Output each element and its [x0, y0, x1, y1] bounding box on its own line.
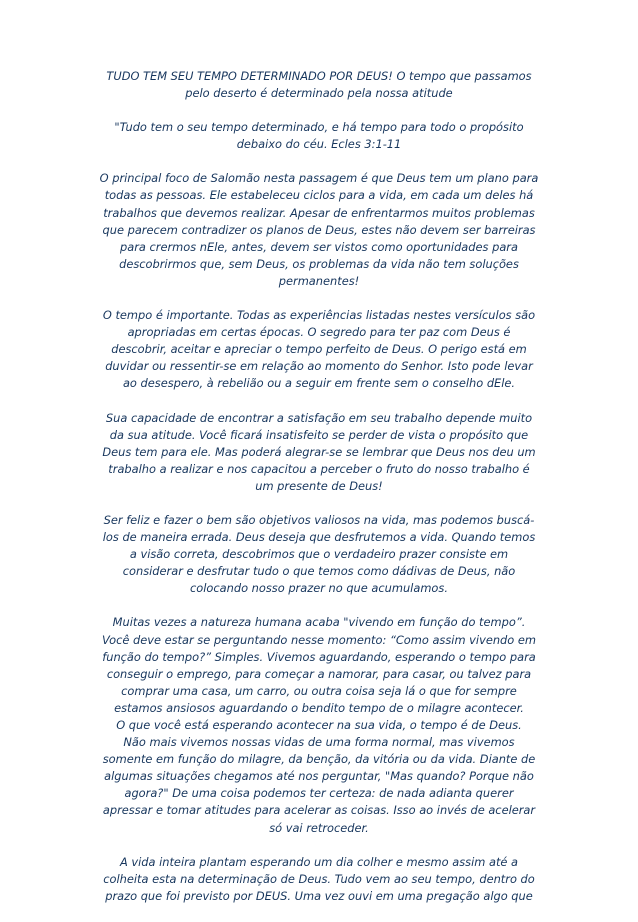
paragraph	[82, 119, 556, 153]
paragraph	[82, 68, 556, 102]
paragraph	[82, 854, 556, 905]
paragraph	[82, 614, 556, 836]
paragraph	[82, 410, 556, 495]
text-line: descobrir, aceitar e apreciar o tempo perfeito de Deus. O perigo está em	[111, 342, 527, 357]
text-line: considerar e desfrutar tudo o que temos como dádivas de Deus, não	[122, 564, 516, 579]
text-line: da sua atitude. Você ficará insatisfeito se perder de vista o propósito que	[109, 427, 529, 442]
paragraph	[82, 170, 556, 290]
text-line: apropriadas em certas épocas. O segredo para ter paz com Deus é	[127, 325, 511, 340]
text-line: conseguir o emprego, para começar a namorar, para casar, ou talvez para	[106, 666, 532, 681]
text-line: só vai retroceder.	[269, 820, 369, 835]
text-line: Sua capacidade de encontrar a satisfação em seu trabalho depende muito	[105, 410, 533, 425]
text-line: todas as pessoas. Ele estabeleceu ciclos para a vida, em cada um deles há	[104, 188, 534, 203]
text-line: para crermos nEle, antes, devem ser vistos como oportunidades para	[120, 239, 518, 254]
text-line: um presente de Deus!	[255, 478, 383, 493]
text-line: que parecem contradizer os planos de Deus, estes não devem ser barreiras	[102, 222, 536, 237]
paragraph	[82, 307, 556, 392]
text-line: ao desespero, à rebelião ou a seguir em frente sem o conselho dEle.	[122, 376, 516, 391]
text-line: pelo deserto é determinado pela nossa atitude	[185, 86, 453, 101]
text-line: Deus tem para ele. Mas poderá alegrar-se se lembrar que Deus nos deu um	[102, 444, 536, 459]
text-line: "Tudo tem o seu tempo determinado, e há tempo para todo o propósito	[114, 120, 524, 135]
text-line: prazo que foi previsto por DEUS. Uma vez ouvi em uma pregação algo que	[105, 888, 533, 903]
text-line: Você deve estar se perguntando nesse momento: “Como assim vivendo em	[102, 632, 536, 647]
text-line: colheita esta na determinação de Deus. Tudo vem ao seu tempo, dentro do	[103, 871, 535, 886]
text-line: algumas situações chegamos até nos perguntar, "Mas quando? Porque não	[104, 769, 534, 784]
text-line: TUDO TEM SEU TEMPO DETERMINADO POR DEUS! O tempo que passamos	[106, 69, 532, 83]
text-line: permanentes!	[278, 273, 360, 288]
text-line: apressar e tomar atitudes para acelerar as coisas. Isso ao invés de acelerar	[102, 803, 536, 818]
text-line: Ser feliz e fazer o bem são objetivos valiosos na vida, mas podemos buscá-	[103, 512, 535, 527]
document-page	[82, 68, 556, 922]
text-line: a visão correta, descobrimos que o verdadeiro prazer consiste em	[129, 547, 509, 562]
text-line: estamos ansiosos aguardando o bendito tempo de o milagre acontecer.	[114, 700, 524, 715]
text-line: A vida inteira plantam esperando um dia colher e mesmo assim até a	[119, 854, 519, 869]
text-line: trabalho a realizar e nos capacitou a perceber o fruto do nosso trabalho é	[108, 461, 530, 476]
text-line: agora?" De uma coisa podemos ter certeza: de nada adianta querer	[124, 786, 514, 801]
text-line: função do tempo?” Simples. Vivemos aguardando, esperando o tempo para	[102, 649, 536, 664]
text-line: comprar uma casa, um carro, ou outra coisa seja lá o que for sempre	[121, 683, 517, 698]
text-line: los de maneira errada. Deus deseja que desfrutemos a vida. Quando temos	[102, 530, 536, 545]
text-line: trabalhos que devemos realizar. Apesar de enfrentarmos muitos problemas	[103, 205, 535, 220]
paragraph	[82, 512, 556, 597]
text-line: Muitas vezes a natureza humana acaba "vivendo em função do tempo”.	[112, 615, 526, 630]
text-line: duvidar ou ressentir-se em relação ao momento do Senhor. Isto pode levar	[105, 359, 533, 374]
text-line: colocando nosso prazer no que acumulamos.	[190, 581, 448, 596]
text-line: O tempo é importante. Todas as experiências listadas nestes versículos são	[102, 308, 536, 323]
text-line: debaixo do céu. Ecles 3:1-11	[236, 137, 402, 152]
text-line: somente em função do milagre, da benção, da vitória ou da vida. Diante de	[102, 752, 536, 767]
text-line: O que você está esperando acontecer na sua vida, o tempo é de Deus.	[116, 718, 522, 732]
text-line: Não mais vivemos nossas vidas de uma forma normal, mas vivemos	[123, 735, 515, 750]
text-line: descobrirmos que, sem Deus, os problemas da vida não tem soluções	[119, 256, 519, 271]
text-line: O principal foco de Salomão nesta passagem é que Deus tem um plano para	[99, 171, 539, 186]
